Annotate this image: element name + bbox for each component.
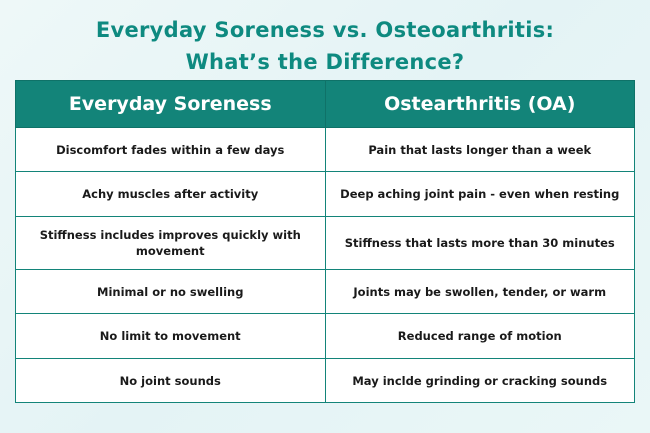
table-row bbox=[16, 128, 635, 172]
oa-cell: Joints may be swollen, tender, or warm bbox=[325, 270, 635, 314]
soreness-cell: No joint sounds bbox=[16, 359, 326, 403]
soreness-cell: Achy muscles after activity bbox=[16, 172, 326, 217]
table-row bbox=[16, 359, 635, 403]
soreness-cell: No limit to movement bbox=[16, 314, 326, 359]
oa-cell: Stiffness that lasts more than 30 minutes bbox=[325, 217, 635, 270]
title-line-1: Everyday Soreness vs. Osteoarthritis: bbox=[95, 18, 555, 42]
title-line-2: What’s the Difference? bbox=[185, 50, 465, 74]
page-title bbox=[0, 14, 650, 78]
comparison-table bbox=[15, 80, 635, 403]
oa-cell: Reduced range of motion bbox=[325, 314, 635, 359]
header-row bbox=[16, 81, 635, 128]
header-everyday-soreness: Everyday Soreness bbox=[16, 81, 326, 128]
oa-cell: Pain that lasts longer than a week bbox=[325, 128, 635, 172]
soreness-cell: Stiffness includes improves quickly with movement bbox=[16, 217, 326, 270]
oa-cell: May inclde grinding or cracking sounds bbox=[325, 359, 635, 403]
table-row bbox=[16, 270, 635, 314]
oa-cell: Deep aching joint pain - even when resting bbox=[325, 172, 635, 217]
table-row bbox=[16, 314, 635, 359]
table-row bbox=[16, 217, 635, 270]
table-row bbox=[16, 172, 635, 217]
soreness-cell: Minimal or no swelling bbox=[16, 270, 326, 314]
header-osteoarthritis: Ostearthritis (OA) bbox=[325, 81, 635, 128]
soreness-cell: Discomfort fades within a few days bbox=[16, 128, 326, 172]
